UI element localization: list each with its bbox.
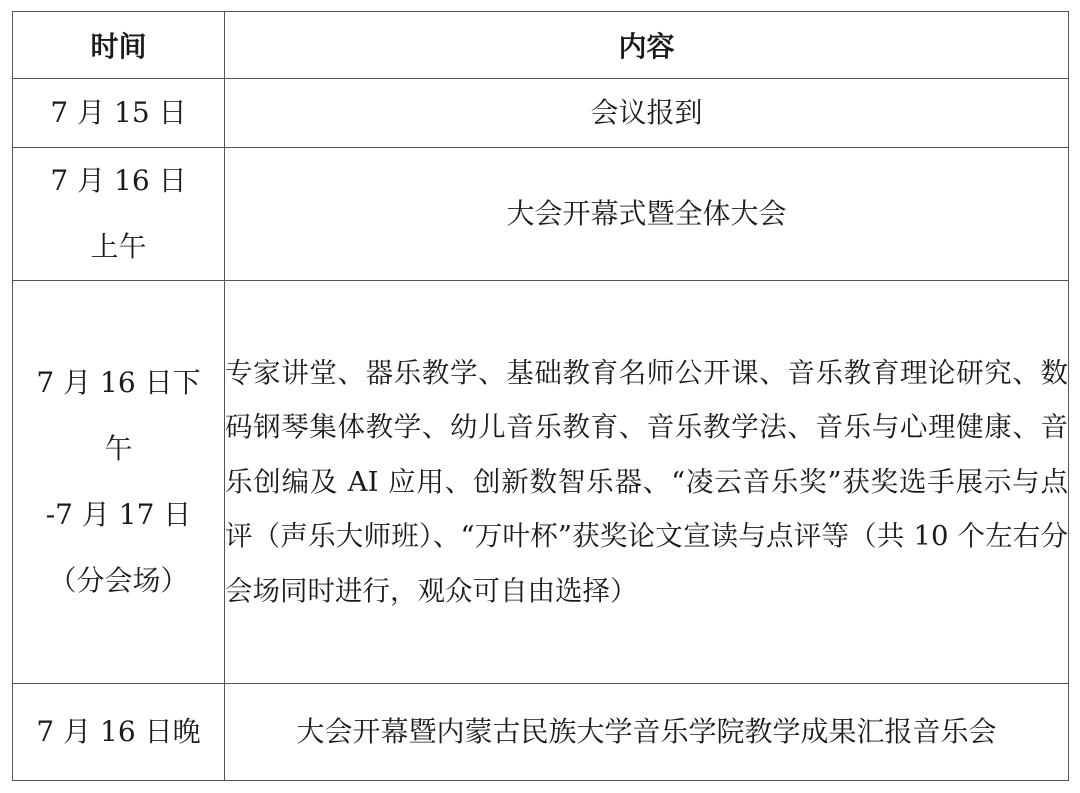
content-cell: 专家讲堂、器乐教学、基础教育名师公开课、音乐教育理论研究、数码钢琴集体教学、幼儿音乐教育、音乐教学法、音乐与心理健康、音乐创编及 AI 应用、创新数智乐器、“凌云音乐奖”获奖选手展示与点评（声乐大师班）、“万叶杯”获奖论文宣读与点评等（共 10 个左右分会场同时进行，观众可自由选择） [225, 281, 1069, 684]
content-cell: 会议报到 [225, 79, 1069, 148]
time-cell: 7 月 15 日 [13, 79, 225, 148]
schedule-table [12, 11, 1069, 781]
table-row [13, 148, 1069, 281]
table-row [13, 79, 1069, 148]
time-cell: 7 月 16 日下 午 -7 月 17 日 （分会场） [13, 281, 225, 684]
table-row [13, 684, 1069, 781]
time-cell: 7 月 16 日晚 [13, 684, 225, 781]
header-time: 时间 [13, 12, 225, 79]
content-cell: 大会开幕式暨全体大会 [225, 148, 1069, 281]
table-row [13, 281, 1069, 684]
time-cell: 7 月 16 日 上午 [13, 148, 225, 281]
table-header-row [13, 12, 1069, 79]
content-cell: 大会开幕暨内蒙古民族大学音乐学院教学成果汇报音乐会 [225, 684, 1069, 781]
header-content: 内容 [225, 12, 1069, 79]
